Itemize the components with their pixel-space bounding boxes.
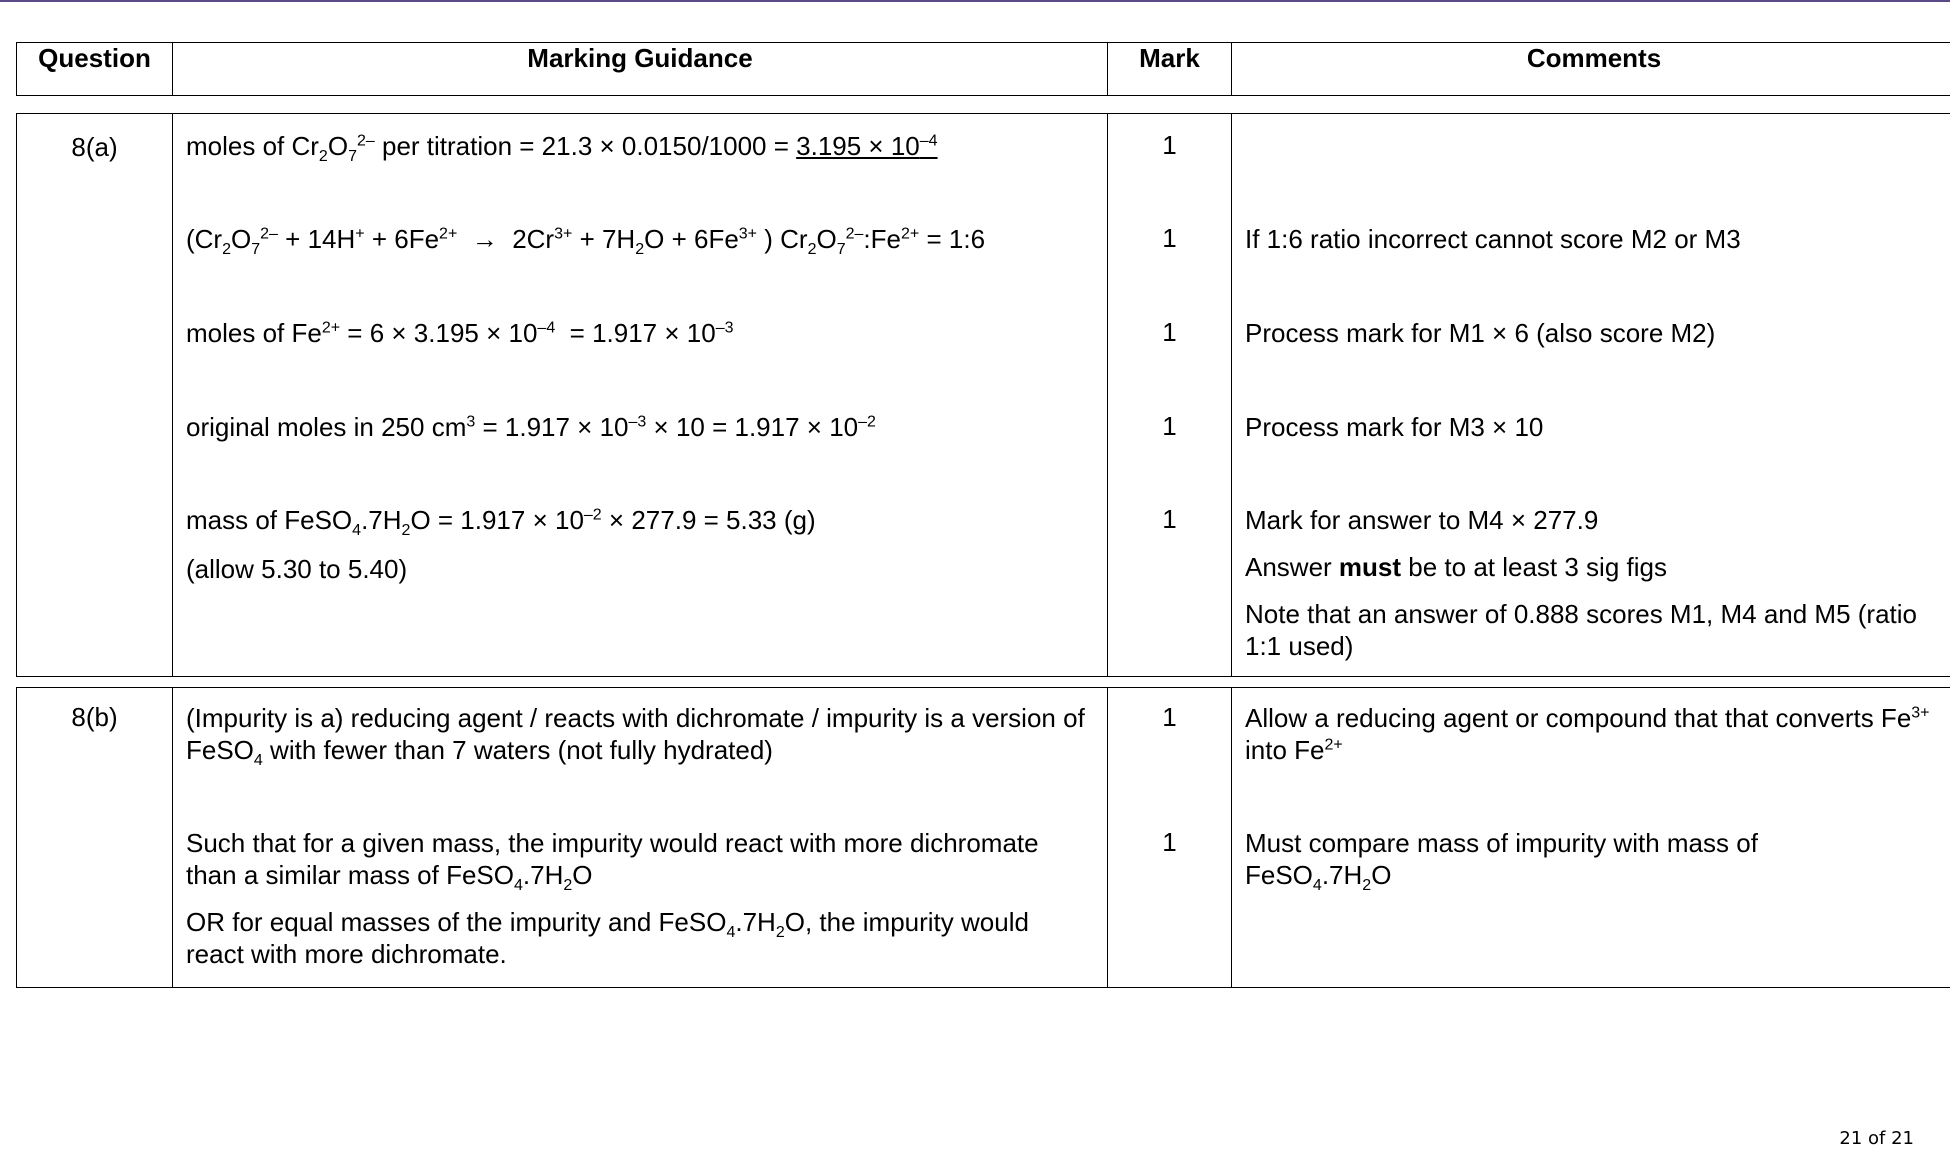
comment-line: If 1:6 ratio incorrect cannot score M2 or M3 <box>1245 224 1741 254</box>
header-mark: Mark <box>1108 43 1232 96</box>
header-question: Question <box>17 43 173 96</box>
guidance-line-3: moles of $Fe^{2+} = 6 \times 3.195 \times 10^{-4} = 1.917 \times 10^{-3}$ <box>186 318 734 348</box>
top-rule <box>0 0 1950 2</box>
comment-line: Allow a reducing agent or compound that that converts $Fe^{3+}$ into $Fe^{2+}$ <box>1245 703 1930 765</box>
comment-line: Process mark for M1 × 6 (also score M2) <box>1245 318 1716 348</box>
mark-value: 1 <box>1162 317 1177 347</box>
comments-cell <box>1232 114 1950 677</box>
header-marking-guidance: Marking Guidance <box>173 43 1108 96</box>
guidance-line-2: ($Cr_2O_7^{2-} + 14H^+ + 6Fe^{2+} \to 2Cr^{3+} + 7H_2O + 6Fe^{3+}$ ) $Cr_2O_7^{2-}:Fe^{2+}$ = 1:6 <box>186 224 986 259</box>
question-8a-table <box>16 113 1950 677</box>
mark-value: 1 <box>1162 223 1177 253</box>
guidance-cell <box>173 114 1108 677</box>
question-label: 8(a) <box>17 114 173 677</box>
guidance-line-4: original moles in 250 $cm^3 = 1.917 \times 10^{-3} \times 10 = 1.917 \times 10^{-2}$ <box>186 412 876 442</box>
question-8b-table <box>16 687 1950 988</box>
mark-cell <box>1108 688 1232 988</box>
guidance-line-5: mass of $FeSO_4.7H_2O = 1.917 \times 10^{-2} \times 277.9 = 5.33$ (g) <box>186 505 816 540</box>
guidance-line-2: Such that for a given mass, the impurity would react with more dichromate than a similar mass of $FeSO_4.7H_2O$ <box>186 828 1039 895</box>
mark-value: 1 <box>1162 130 1177 160</box>
mark-value: 1 <box>1162 504 1177 534</box>
guidance-cell <box>173 688 1108 988</box>
mark-cell <box>1108 114 1232 677</box>
comment-line: Answer must be to at least 3 sig figs <box>1245 552 1667 582</box>
comment-line: Mark for answer to M4 × 277.9 <box>1245 505 1599 535</box>
guidance-line-6: (allow 5.30 to 5.40) <box>186 554 408 584</box>
header-table <box>16 42 1950 96</box>
header-comments: Comments <box>1232 43 1950 96</box>
guidance-line-3: OR for equal masses of the impurity and $FeSO_4.7H_2O$, the impurity would react with more dichromate. <box>186 907 1029 969</box>
comment-line: Note that an answer of 0.888 scores M1, M4 and M5 (ratio 1:1 used) <box>1245 599 1918 661</box>
question-label: 8(b) <box>17 688 173 988</box>
mark-value: 1 <box>1162 827 1177 857</box>
comment-line: Must compare mass of impurity with mass of $FeSO_4.7H_2O$ <box>1245 828 1758 895</box>
mark-value: 1 <box>1162 411 1177 441</box>
guidance-line-1: moles of $Cr_2O_7^{2-}$ per titration = $21.3 \times 0.0150/1000 = 3.195 \times 10^{-4}$ <box>186 131 938 166</box>
comment-line: Process mark for M3 × 10 <box>1245 412 1544 442</box>
guidance-line-1: (Impurity is a) reducing agent / reacts with dichromate / impurity is a version of FeSO$_4$ with fewer than 7 waters (not fully hydrated) <box>186 703 1085 770</box>
page-number: 21 of 21 <box>1839 1128 1914 1149</box>
comments-cell <box>1232 688 1950 988</box>
mark-value: 1 <box>1162 702 1177 732</box>
